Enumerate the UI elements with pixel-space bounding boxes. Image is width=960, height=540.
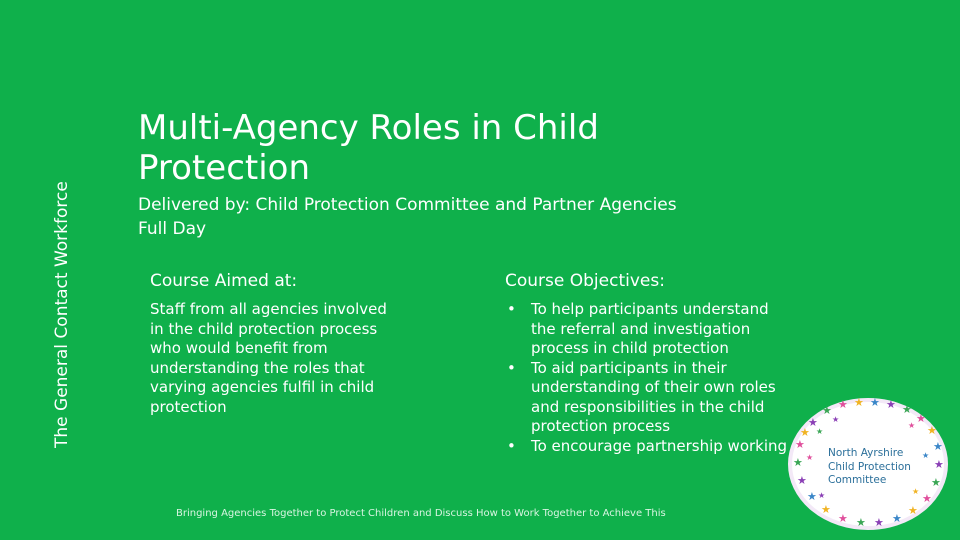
svg-text:★: ★ — [908, 504, 918, 517]
svg-text:★: ★ — [892, 512, 902, 525]
course-aimed-text: Staff from all agencies involved in the child protection process who would benefit from understanding the roles that varying agencies fulfil in child protection — [150, 300, 387, 416]
svg-text:★: ★ — [822, 404, 832, 417]
svg-text:★: ★ — [927, 424, 937, 437]
svg-text:★: ★ — [795, 438, 805, 451]
page-title: Multi-Agency Roles in Child Protection — [138, 108, 599, 188]
subtitle-duration: Full Day — [138, 219, 207, 239]
svg-text:★: ★ — [800, 426, 810, 439]
objective-item: • To aid participants in their understanding of their own roles and responsibilities in the child protection process — [505, 359, 795, 437]
side-label: The General Contact Workforce — [52, 181, 72, 448]
svg-text:★: ★ — [818, 491, 826, 500]
svg-text:★: ★ — [816, 427, 824, 436]
logo-line: North Ayrshire — [828, 447, 904, 459]
objective-item: • To encourage partnership working — [505, 437, 795, 457]
svg-text:★: ★ — [793, 456, 803, 469]
svg-text:★: ★ — [934, 458, 944, 471]
svg-text:★: ★ — [856, 516, 866, 529]
svg-text:★: ★ — [902, 403, 912, 416]
svg-text:★: ★ — [838, 398, 848, 411]
svg-text:★: ★ — [874, 516, 884, 529]
logo-line: Committee — [828, 474, 887, 486]
subtitle-delivered-by: Delivered by: Child Protection Committee and Partner Agencies — [138, 195, 677, 215]
logo-text — [828, 447, 928, 488]
svg-text:★: ★ — [870, 398, 880, 409]
svg-text:★: ★ — [922, 451, 930, 460]
subtitle — [138, 193, 838, 241]
objective-item: • To help participants understand the referral and investigation process in child protection — [505, 300, 795, 359]
logo-line: Child Protection — [828, 460, 911, 473]
svg-text:★: ★ — [916, 412, 926, 425]
course-aimed-heading: Course Aimed at: — [150, 271, 298, 291]
footer-tagline: Bringing Agencies Together to Protect Children and Discuss How to Work Together to Achieve This — [176, 508, 666, 519]
svg-text:★: ★ — [908, 421, 916, 430]
svg-text:★: ★ — [806, 453, 814, 462]
svg-text:★: ★ — [838, 512, 848, 525]
objectives-list — [505, 300, 795, 456]
svg-text:★: ★ — [807, 490, 817, 503]
svg-text:★: ★ — [797, 474, 807, 487]
svg-text:★: ★ — [931, 476, 941, 489]
svg-text:★: ★ — [922, 492, 932, 505]
svg-text:★: ★ — [933, 440, 943, 453]
svg-text:★: ★ — [886, 398, 896, 411]
svg-text:★: ★ — [832, 415, 840, 424]
course-objectives-section — [505, 270, 795, 456]
svg-text:★: ★ — [808, 416, 818, 429]
svg-text:★: ★ — [854, 398, 864, 409]
svg-text:★: ★ — [912, 487, 920, 496]
course-objectives-heading: Course Objectives: — [505, 271, 665, 291]
course-aimed-section — [150, 270, 400, 417]
svg-text:★: ★ — [821, 503, 831, 516]
